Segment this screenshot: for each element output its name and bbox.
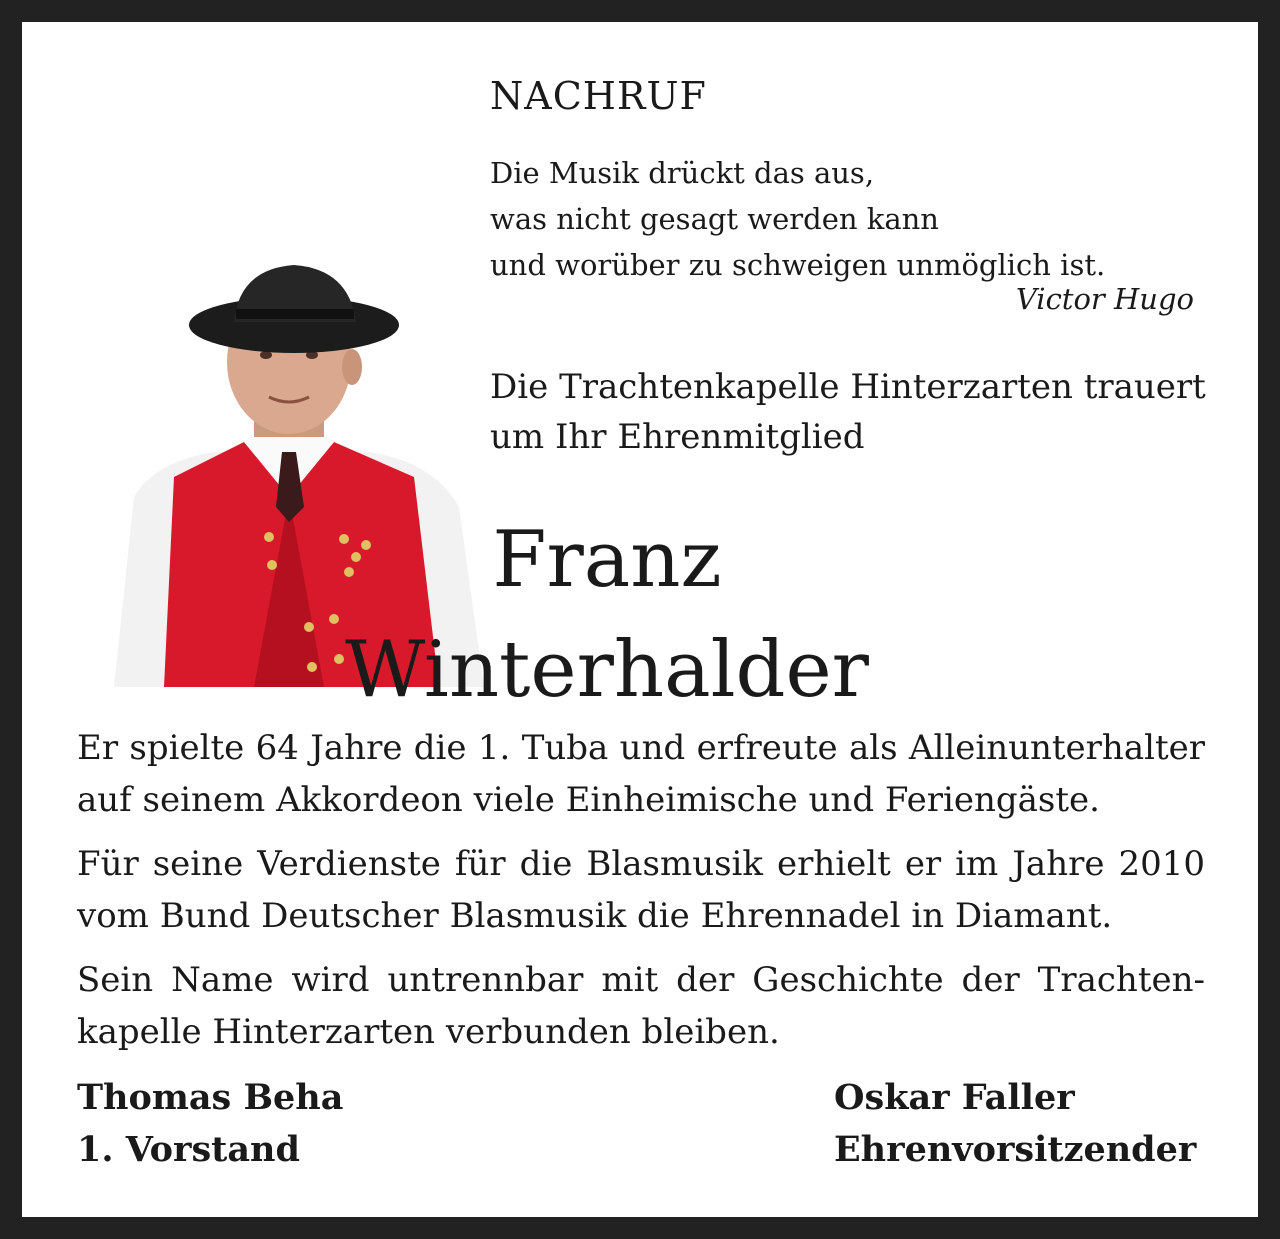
- signature-1-name: Thomas Beha: [77, 1077, 344, 1118]
- deceased-first-name: Franz: [492, 515, 722, 605]
- paragraph-2: Für seine Verdienste für die Blasmusik erhielt er im Jahre 2010 vom Bund Deutscher Blasmusik die Ehrennadel in Diamant.: [77, 844, 1205, 936]
- signature-2-name: Oskar Faller: [834, 1077, 1075, 1118]
- notice-heading: NACHRUF: [490, 74, 707, 118]
- intro-line-1: Die Trachtenkapelle Hinterzarten trauert: [490, 367, 1206, 407]
- quote-line-3: und worüber zu schweigen unmöglich ist.: [490, 248, 1106, 282]
- quote-author: Victor Hugo: [1015, 282, 1194, 316]
- paragraph-1: Er spielte 64 Jahre die 1. Tuba und erfreute als Alleinunterhalter auf seinem Akkordeon viele Einheimische und Feriengäste.: [77, 728, 1205, 820]
- signature-1-role: 1. Vorstand: [77, 1129, 300, 1170]
- quote-line-2: was nicht gesagt werden kann: [490, 202, 939, 236]
- quote-line-1: Die Musik drückt das aus,: [490, 156, 875, 190]
- obituary-card: [22, 22, 1258, 1217]
- signature-2-role: Ehrenvorsitzender: [834, 1129, 1197, 1170]
- paragraph-3: Sein Name wird untrennbar mit der Geschichte der Trachten-kapelle Hinterzarten verbunden bleiben.: [77, 960, 1205, 1052]
- intro-line-2: um Ihr Ehrenmitglied: [490, 417, 865, 457]
- deceased-last-name: Winterhalder: [345, 625, 869, 715]
